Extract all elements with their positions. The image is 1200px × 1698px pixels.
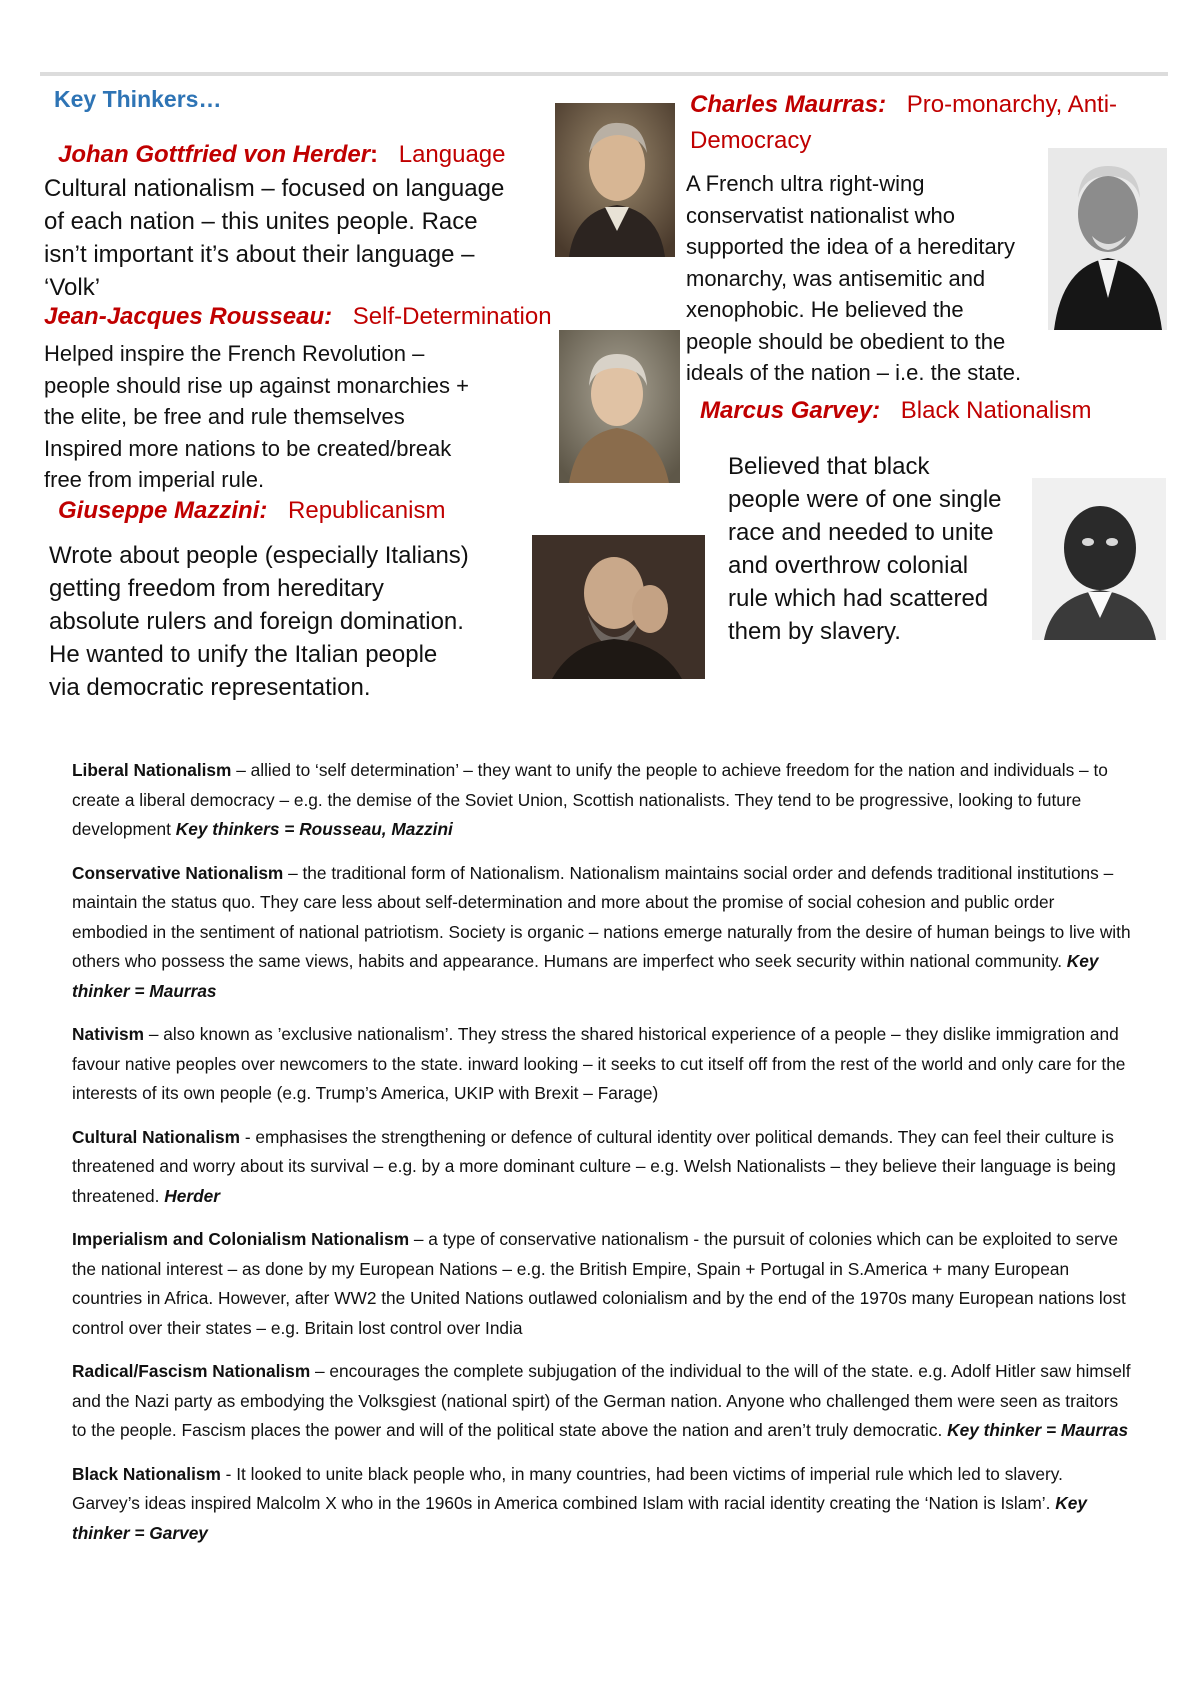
garvey-tag: Black Nationalism xyxy=(900,397,1092,424)
garvey-name: Marcus Garvey: xyxy=(700,397,881,424)
definition-conservative: Conservative Nationalism – the traditional form of Nationalism. Nationalism maintains social order and defends traditional institutions – maintain the status quo. They care less about self-determination and more about the promise of social cohesion and public order embodied in the sentiment of national patriotism. Society is organic – nations emerge naturally from the desire of human beings to live with others who possess the same views, habits and appearance. Humans are imperfect who seek security within national community. Key thinker = Maurras xyxy=(72,862,1131,1001)
definition-black: Black Nationalism - It looked to unite black people who, in many countries, had been victims of imperial rule which led to slavery. Garvey’s ideas inspired Malcolm X who in the 1960s in America combined Islam with racial identity creating the ‘Nation is Islam’. Key thinker = Garvey xyxy=(72,1463,1087,1543)
maurras-portrait xyxy=(1048,148,1167,330)
maurras-tag-line2: Democracy xyxy=(690,127,812,154)
definition-cultural: Cultural Nationalism - emphasises the strengthening or defence of cultural identity over political demands. They can feel their culture is threatened and worry about its survival – e.g. by a more dominant culture – e.g. Welsh Nationalists – they believe their language is being threatened. Herder xyxy=(72,1126,1116,1206)
maurras-heading xyxy=(690,88,1150,122)
maurras-name: Charles Maurras: xyxy=(690,91,887,118)
herder-name: Johan Gottfried von Herder xyxy=(58,141,371,168)
herder-tag: Language xyxy=(398,141,506,168)
definition-nativism: Nativism – also known as ’exclusive nationalism’. They stress the shared historical experience of a people – they dislike immigration and favour native peoples over newcomers to the state. inward looking – it seeks to cut itself off from the rest of the world and only care for the interests of its own people (e.g. Trump’s America, UKIP with Brexit – Farage) xyxy=(72,1024,1126,1103)
top-rule xyxy=(40,72,1168,76)
definition-radical-fascism: Radical/Fascism Nationalism – encourages the complete subjugation of the individual to the will of the state. e.g. Adolf Hitler saw himself and the Nazi party as embodying the Volksgiest (national spirt) of the German nation. Anyone who challenged them were seen as traitors to the people. Fascism places the power and will of the political state above the nation and aren’t truly democratic. Key thinker = Maurras xyxy=(72,1361,1131,1440)
garvey-heading xyxy=(700,394,1092,428)
rousseau-name: Jean-Jacques Rousseau: xyxy=(44,303,333,330)
herder-heading: Johan Gottfried von Herder: Language xyxy=(58,141,506,168)
mazzini-name: Giuseppe Mazzini: xyxy=(58,497,268,524)
mazzini-tag: Republicanism xyxy=(288,497,446,524)
garvey-portrait xyxy=(1032,478,1166,640)
mazzini-description: Wrote about people (especially Italians) getting freedom from hereditary absolute rulers and foreign domination. He wanted to unify the Italian people via democratic representation. xyxy=(49,542,469,701)
definitions-list xyxy=(72,756,1132,1562)
rousseau-heading xyxy=(44,300,552,334)
maurras-tag: Pro-monarchy, Anti- xyxy=(906,91,1118,118)
maurras-description: A French ultra right-wing conservatist nationalist who supported the idea of a hereditary monarchy, was antisemitic and xenophobic. He believed the people should be obedient to the ideals of the nation – i.e. the state. xyxy=(686,171,1022,385)
definition-imperialism: Imperialism and Colonialism Nationalism – a type of conservative nationalism - the pursuit of colonies which can be exploited to serve the national interest – as done by my European Nations – e.g. the British Empire, Spain + Portugal in S.America + many European countries in Africa. However, after WW2 the United Nations outlawed colonialism and by the end of the 1970s many European nations lost control over their states – e.g. Britain lost control over India xyxy=(72,1229,1126,1338)
definition-liberal: Liberal Nationalism – allied to ‘self determination’ – they want to unify the people to achieve freedom for the nation and individuals – to create a liberal democracy – e.g. the demise of the Soviet Union, Scottish nationalists. They tend to be progressive, looking to future development Key thinkers = Rousseau, Mazzini xyxy=(72,760,1108,839)
rousseau-portrait xyxy=(559,330,680,483)
herder-description: Cultural nationalism – focused on language of each nation – this unites people. Race isn’t important it’s about their language – ‘Volk’ xyxy=(44,175,505,301)
mazzini-heading xyxy=(58,494,445,528)
herder-portrait xyxy=(555,103,675,257)
garvey-description: Believed that black people were of one single race and needed to unite and overthrow colonial rule which had scattered them by slavery. xyxy=(728,453,1002,645)
rousseau-description: Helped inspire the French Revolution – people should rise up against monarchies + the elite, be free and rule themselves Inspired more nations to be created/break free from imperial rule. xyxy=(44,341,469,492)
mazzini-portrait xyxy=(532,535,705,679)
section-title: Key Thinkers… xyxy=(54,86,222,112)
rousseau-tag: Self-Determination xyxy=(352,303,552,330)
